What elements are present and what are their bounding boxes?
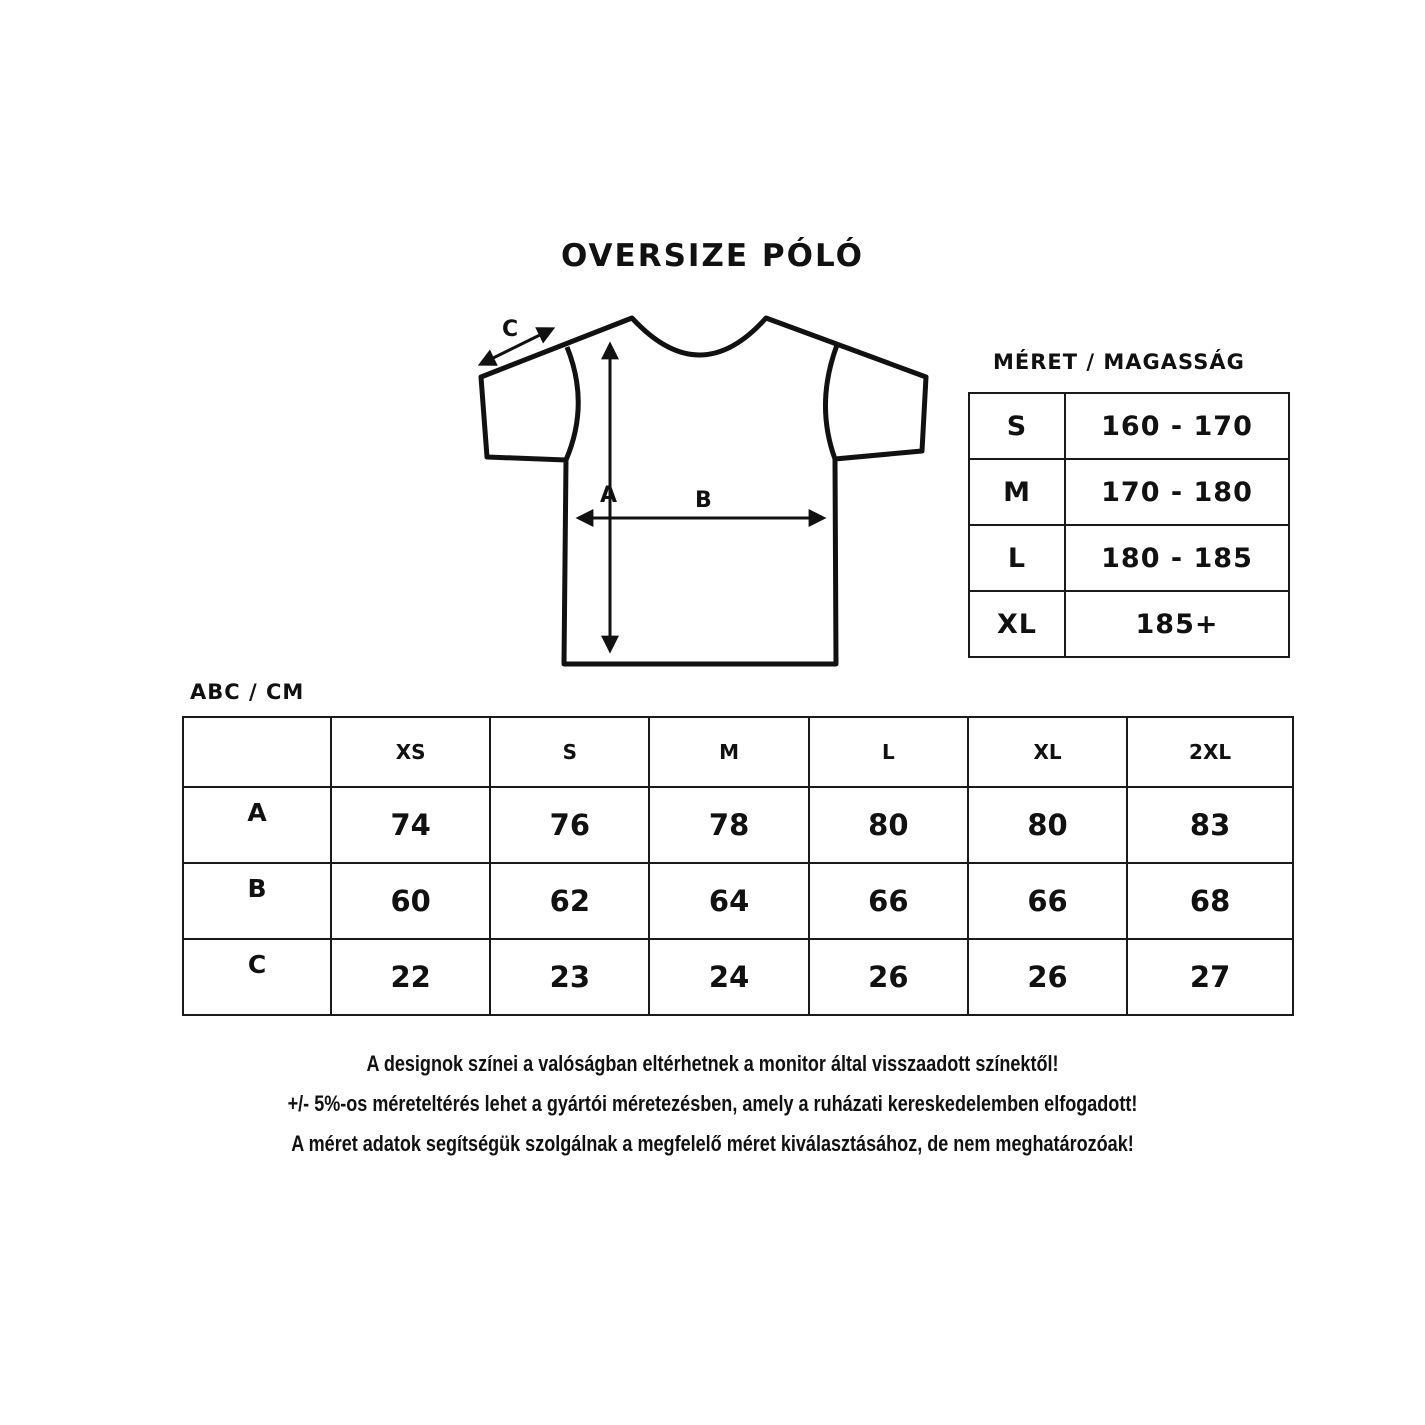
note-line: A designok színei a valóságban eltérhetnek a monitor által visszaadott színektől! — [366, 1051, 1059, 1076]
height-table — [968, 392, 1290, 658]
column-header: M — [649, 717, 808, 787]
row-label: C — [183, 939, 331, 1015]
note-line: A méret adatok segítségük szolgálnak a megfelelő méret kiválasztásához, de nem meghatározóak! — [291, 1131, 1134, 1156]
value-cell: 80 — [968, 787, 1127, 863]
value-cell: 64 — [649, 863, 808, 939]
height-cell: 180 - 185 — [1065, 525, 1289, 591]
table-row — [969, 591, 1289, 657]
value-cell: 27 — [1127, 939, 1293, 1015]
height-cell: 170 - 180 — [1065, 459, 1289, 525]
table-header-row — [183, 717, 1293, 787]
table-row — [969, 393, 1289, 459]
height-cell: 160 - 170 — [1065, 393, 1289, 459]
tshirt-diagram — [460, 300, 950, 680]
column-header: L — [809, 717, 968, 787]
value-cell: 23 — [490, 939, 649, 1015]
disclaimer-notes — [0, 1044, 1425, 1164]
size-cell: XL — [969, 591, 1065, 657]
label-b: B — [695, 488, 712, 513]
size-cell: M — [969, 459, 1065, 525]
column-header: 2XL — [1127, 717, 1293, 787]
column-header: XL — [968, 717, 1127, 787]
value-cell: 26 — [809, 939, 968, 1015]
value-cell: 26 — [968, 939, 1127, 1015]
table-row — [183, 787, 1293, 863]
value-cell: 74 — [331, 787, 490, 863]
column-header: S — [490, 717, 649, 787]
note-line: +/- 5%-os méreteltérés lehet a gyártói méretezésben, amely a ruházati kereskedelemben elfogadott! — [287, 1091, 1138, 1116]
table-row — [969, 459, 1289, 525]
left-armhole-seam — [566, 347, 578, 460]
value-cell: 24 — [649, 939, 808, 1015]
page-title: OVERSIZE PÓLÓ — [561, 238, 864, 274]
size-cell: L — [969, 525, 1065, 591]
value-cell: 76 — [490, 787, 649, 863]
value-cell: 78 — [649, 787, 808, 863]
table-row — [183, 863, 1293, 939]
value-cell: 62 — [490, 863, 649, 939]
table-row — [183, 939, 1293, 1015]
right-armhole-seam — [825, 345, 837, 459]
value-cell: 22 — [331, 939, 490, 1015]
value-cell: 66 — [809, 863, 968, 939]
height-table-heading: MÉRET / MAGASSÁG — [993, 350, 1245, 374]
row-label: A — [183, 787, 331, 863]
row-label: B — [183, 863, 331, 939]
corner-cell — [183, 717, 331, 787]
table-row — [969, 525, 1289, 591]
value-cell: 60 — [331, 863, 490, 939]
label-a: A — [600, 483, 618, 508]
size-cell: S — [969, 393, 1065, 459]
value-cell: 68 — [1127, 863, 1293, 939]
value-cell: 80 — [809, 787, 968, 863]
height-cell: 185+ — [1065, 591, 1289, 657]
value-cell: 66 — [968, 863, 1127, 939]
measure-table — [182, 716, 1294, 1016]
value-cell: 83 — [1127, 787, 1293, 863]
label-c: C — [502, 317, 519, 342]
measure-table-heading: ABC / CM — [190, 680, 305, 704]
column-header: XS — [331, 717, 490, 787]
